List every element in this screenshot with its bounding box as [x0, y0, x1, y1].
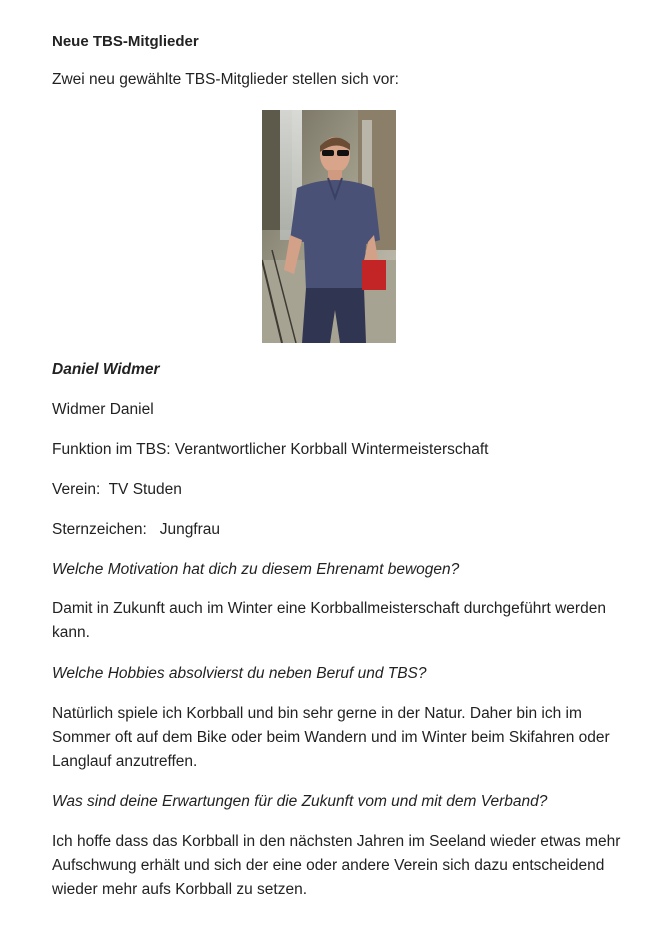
question-motivation: Welche Motivation hat dich zu diesem Ehrenamt bewogen? [52, 561, 460, 578]
article-intro: Zwei neu gewählte TBS-Mitglieder stellen sich vor: [52, 71, 399, 88]
member-photo [262, 110, 396, 343]
member-name-line: Widmer Daniel [52, 401, 154, 418]
member-heading: Daniel Widmer [52, 361, 160, 378]
question-expectations: Was sind deine Erwartungen für die Zukunft vom und mit dem Verband? [52, 793, 548, 810]
answer-expectations: Ich hoffe dass das Korbball in den nächsten Jahren im Seeland wieder etwas mehr Aufschwung erhält und sich der eine oder andere Verein sich dazu entscheidend wieder mehr aufs Korbball zu setzen. [52, 833, 621, 898]
article-title: Neue TBS-Mitglieder [52, 33, 199, 50]
question-hobbies: Welche Hobbies absolvierst du neben Beruf und TBS? [52, 665, 427, 682]
answer-hobbies: Natürlich spiele ich Korbball und bin sehr gerne in der Natur. Daher bin ich im Sommer oft auf dem Bike oder beim Wandern und im Winter beim Skifahren oder Langlauf anzutreffen. [52, 705, 610, 770]
member-sternzeichen: Sternzeichen: Jungfrau [52, 521, 221, 538]
member-verein: Verein: TV Studen [52, 481, 182, 498]
answer-motivation: Damit in Zukunft auch im Winter eine Korbballmeisterschaft durchgeführt werden kann. [52, 600, 606, 641]
member-funktion: Funktion im TBS: Verantwortlicher Korbball Wintermeisterschaft [52, 441, 489, 458]
